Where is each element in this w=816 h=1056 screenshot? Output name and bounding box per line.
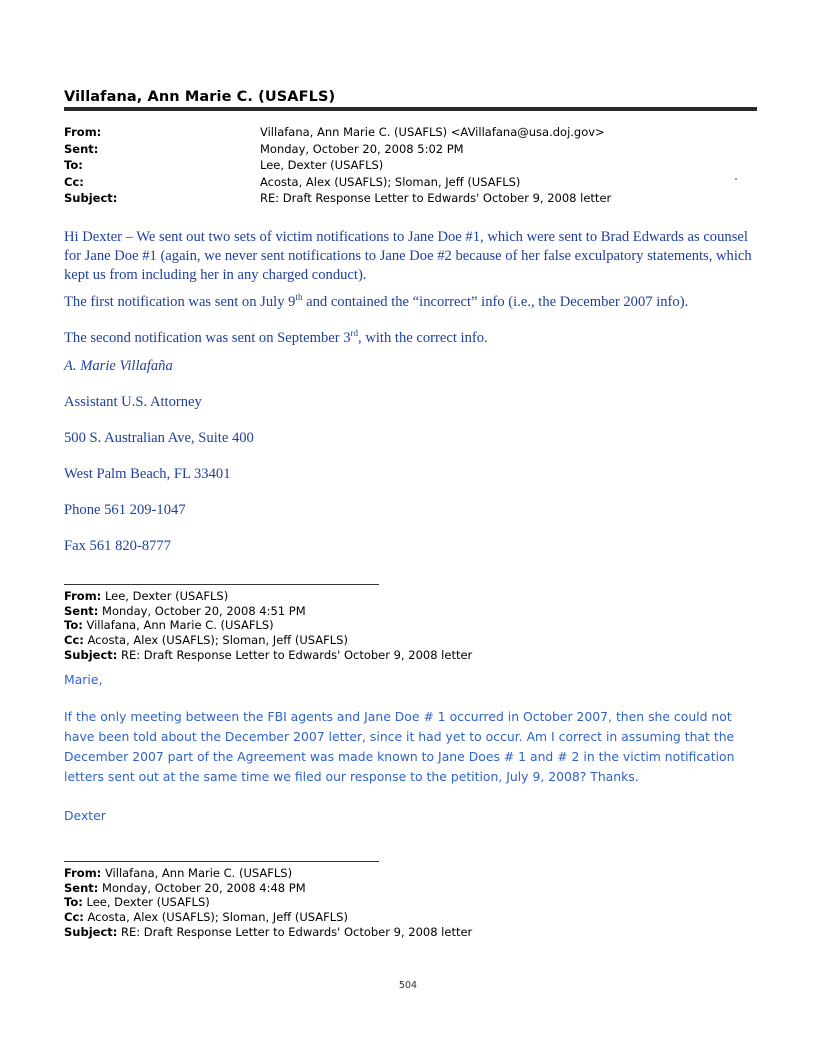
quoted-1-sign: Dexter xyxy=(64,808,106,823)
quoted-2-cc-value: Acosta, Alex (USAFLS); Sloman, Jeff (USAFLS) xyxy=(87,910,348,925)
header-subject-value: RE: Draft Response Letter to Edwards' October 9, 2008 letter xyxy=(260,191,612,205)
quoted-2-cc-label: Cc: xyxy=(64,910,84,925)
quoted-2-to-label: To: xyxy=(64,895,83,910)
scan-speck xyxy=(735,178,737,180)
quoted-2-subject-value: RE: Draft Response Letter to Edwards' October 9, 2008 letter xyxy=(121,924,473,939)
body-paragraph-2 xyxy=(64,288,764,312)
quoted-1-from-label: From: xyxy=(64,589,102,603)
quoted-2-subject-label: Subject: xyxy=(64,924,118,939)
quoted-1-subject-value: RE: Draft Response Letter to Edwards' October 9, 2008 letter xyxy=(121,647,473,662)
quoted-1-from-row xyxy=(64,589,472,604)
body-paragraph-3-end: , with the correct info. xyxy=(358,329,488,346)
quoted-header-2 xyxy=(64,866,472,940)
quoted-1-cc-row xyxy=(64,633,472,648)
title-rule xyxy=(64,107,757,111)
quoted-1-sent-row xyxy=(64,604,472,619)
header-sent-row xyxy=(64,141,611,158)
quoted-2-sent-value: Monday, October 20, 2008 4:48 PM xyxy=(102,880,306,895)
quoted-2-to-value: Lee, Dexter (USAFLS) xyxy=(86,895,210,910)
quoted-1-subject-label: Subject: xyxy=(64,647,118,662)
quoted-2-to-row xyxy=(64,895,472,910)
header-from-value: Villafana, Ann Marie C. (USAFLS) <AVillafana@usa.doj.gov> xyxy=(260,125,605,139)
page-number: 504 xyxy=(398,980,418,991)
header-to-row xyxy=(64,157,611,174)
quoted-2-subject-row xyxy=(64,925,472,940)
document-title: Villafana, Ann Marie C. (USAFLS) xyxy=(64,89,336,105)
email-header xyxy=(64,124,611,207)
header-cc-value: Acosta, Alex (USAFLS); Sloman, Jeff (USAFLS) xyxy=(260,174,521,189)
header-cc-label: Cc: xyxy=(64,174,84,189)
quoted-1-subject-row xyxy=(64,648,472,663)
quoted-header-1 xyxy=(64,589,472,663)
header-sent-label: Sent: xyxy=(64,141,99,156)
signature-address-1: 500 S. Australian Ave, Suite 400 xyxy=(64,430,254,446)
body-paragraph-3 xyxy=(64,324,764,348)
header-subject-row xyxy=(64,190,611,207)
quoted-1-cc-value: Acosta, Alex (USAFLS); Sloman, Jeff (USAFLS) xyxy=(87,633,348,648)
header-sent-value: Monday, October 20, 2008 5:02 PM xyxy=(260,141,464,156)
quoted-2-from-row xyxy=(64,866,472,881)
quoted-2-sent-row xyxy=(64,881,472,896)
header-to-label: To: xyxy=(64,158,83,172)
quote-divider-1 xyxy=(64,584,379,585)
quoted-1-to-row xyxy=(64,618,472,633)
body-paragraph-2-start: The first notification was sent on July 9 xyxy=(64,293,296,310)
quoted-1-to-value: Villafana, Ann Marie C. (USAFLS) xyxy=(86,618,274,633)
quoted-2-from-value: Villafana, Ann Marie C. (USAFLS) xyxy=(104,866,293,880)
quoted-2-cc-row xyxy=(64,910,472,925)
quoted-1-cc-label: Cc: xyxy=(64,633,84,648)
header-cc-row xyxy=(64,174,611,191)
quoted-2-from-label: From: xyxy=(64,866,102,880)
header-to-value: Lee, Dexter (USAFLS) xyxy=(260,158,384,172)
body-paragraph-1: Hi Dexter – We sent out two sets of victim notifications to Jane Doe #1, which were sent to Brad Edwards as counsel for Jane Doe #1 (again, we never sent notifications to Jane Doe #2 because of her false exculpatory statements, which kept us from including her in any charged conduct). xyxy=(64,229,752,283)
quoted-1-sent-label: Sent: xyxy=(64,603,99,618)
quoted-1-greeting: Marie, xyxy=(64,672,103,687)
body-paragraph-3-start: The second notification was sent on September 3 xyxy=(64,329,351,346)
quoted-1-body: If the only meeting between the FBI agents and Jane Doe # 1 occurred in October 2007, then she could not have been told about the December 2007 letter, since it had yet to occur. Am I correct in assuming that the December 2007 part of the Agreement was made known to Jane Does # 1 and # 2 in the victim notification letters sent out at the same time we filed our response to the petition, July 9, 2008? Thanks. xyxy=(64,709,735,784)
header-from-label: From: xyxy=(64,125,102,139)
quoted-1-sent-value: Monday, October 20, 2008 4:51 PM xyxy=(102,603,306,618)
signature-address-2: West Palm Beach, FL 33401 xyxy=(64,466,231,482)
quoted-1-from-value: Lee, Dexter (USAFLS) xyxy=(104,589,229,603)
signature-name: A. Marie Villafaña xyxy=(64,358,173,374)
body-paragraph-3-sup: rd xyxy=(350,328,359,338)
signature-fax: Fax 561 820-8777 xyxy=(64,538,172,554)
quote-divider-2 xyxy=(64,861,379,862)
body-paragraph-2-sup: th xyxy=(295,292,303,302)
body-paragraph-2-end: and contained the “incorrect” info (i.e., the December 2007 info). xyxy=(302,293,689,310)
signature-phone: Phone 561 209-1047 xyxy=(64,502,186,518)
header-subject-label: Subject: xyxy=(64,191,118,205)
signature-title: Assistant U.S. Attorney xyxy=(64,394,202,410)
quoted-2-sent-label: Sent: xyxy=(64,880,99,895)
header-from-row xyxy=(64,124,611,141)
quoted-1-to-label: To: xyxy=(64,618,83,633)
